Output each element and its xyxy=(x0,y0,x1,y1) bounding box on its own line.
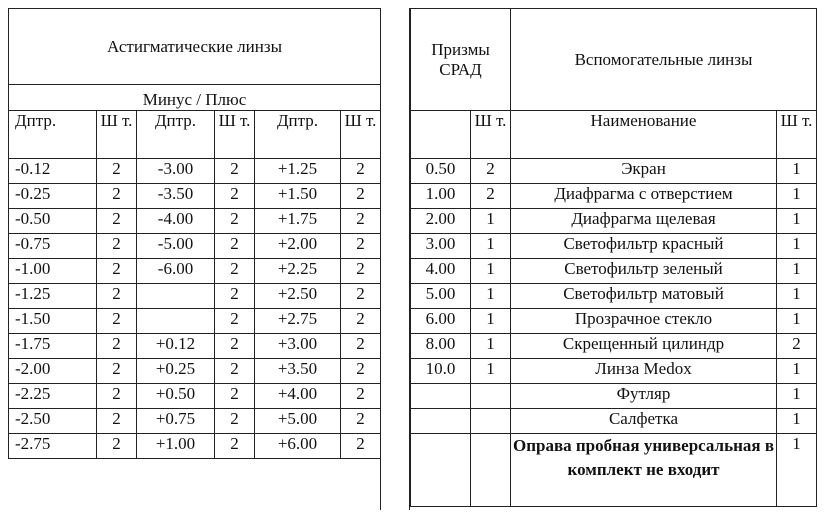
empty-cell xyxy=(411,434,471,507)
header-dptr: Дптр. xyxy=(9,111,97,159)
header-sht: Ш т. xyxy=(341,111,381,159)
prism-qty-cell xyxy=(471,409,511,434)
astigmatic-lenses-table xyxy=(8,8,381,459)
prism-qty-cell: 1 xyxy=(471,359,511,384)
qty-cell: 2 xyxy=(341,159,381,184)
header-dptr: Дптр. xyxy=(255,111,341,159)
dptr-cell: -3.00 xyxy=(137,159,215,184)
header-dptr: Дптр. xyxy=(137,111,215,159)
item-qty-cell: 1 xyxy=(777,309,817,334)
qty-cell: 2 xyxy=(215,334,255,359)
qty-cell: 2 xyxy=(341,359,381,384)
table-row xyxy=(9,384,381,409)
table-row xyxy=(411,334,817,359)
table-row xyxy=(411,409,817,434)
qty-cell: 2 xyxy=(215,159,255,184)
qty-cell: 2 xyxy=(341,284,381,309)
qty-cell: 2 xyxy=(341,409,381,434)
prism-qty-cell: 1 xyxy=(471,259,511,284)
qty-cell: 2 xyxy=(215,234,255,259)
dptr-cell xyxy=(137,284,215,309)
table-row xyxy=(9,359,381,384)
table-row xyxy=(9,159,381,184)
prism-value-cell: 4.00 xyxy=(411,259,471,284)
qty-cell: 2 xyxy=(97,209,137,234)
item-name-cell: Экран xyxy=(511,159,777,184)
table-row xyxy=(411,234,817,259)
prism-value-cell: 5.00 xyxy=(411,284,471,309)
prism-value-cell: 2.00 xyxy=(411,209,471,234)
prisms-aux-table xyxy=(410,8,817,507)
item-name-cell: Скрещенный цилиндр xyxy=(511,334,777,359)
dptr-cell: -4.00 xyxy=(137,209,215,234)
dptr-cell: +2.25 xyxy=(255,259,341,284)
qty-cell: 2 xyxy=(97,284,137,309)
qty-cell: 2 xyxy=(215,184,255,209)
qty-cell: 2 xyxy=(215,409,255,434)
frame-note: Оправа пробная универсальная в комплект не входит xyxy=(511,434,777,507)
dptr-cell: +0.75 xyxy=(137,409,215,434)
qty-cell: 2 xyxy=(97,259,137,284)
table-row xyxy=(9,184,381,209)
item-name-cell: Футляр xyxy=(511,384,777,409)
dptr-cell: -6.00 xyxy=(137,259,215,284)
header-sht: Ш т. xyxy=(97,111,137,159)
item-name-cell: Светофильтр красный xyxy=(511,234,777,259)
item-qty-cell: 2 xyxy=(777,334,817,359)
dptr-cell: +0.12 xyxy=(137,334,215,359)
table-row xyxy=(9,409,381,434)
qty-cell: 2 xyxy=(215,209,255,234)
dptr-cell: +3.50 xyxy=(255,359,341,384)
dptr-cell: +1.50 xyxy=(255,184,341,209)
item-name-cell: Диафрагма с отверстием xyxy=(511,184,777,209)
table-row xyxy=(9,434,381,459)
dptr-cell: -2.75 xyxy=(9,434,97,459)
qty-cell: 2 xyxy=(97,384,137,409)
qty-cell: 2 xyxy=(341,384,381,409)
dptr-cell: +1.00 xyxy=(137,434,215,459)
qty-cell: 2 xyxy=(97,334,137,359)
dptr-cell: +3.00 xyxy=(255,334,341,359)
item-name-cell: Салфетка xyxy=(511,409,777,434)
minus-plus-subtitle: Минус / Плюс xyxy=(9,85,381,111)
prism-qty-cell: 1 xyxy=(471,309,511,334)
qty-cell: 2 xyxy=(215,384,255,409)
dptr-cell: +5.00 xyxy=(255,409,341,434)
qty-cell: 2 xyxy=(97,159,137,184)
qty-cell: 2 xyxy=(97,234,137,259)
table-row xyxy=(411,259,817,284)
header-sht: Ш т. xyxy=(471,111,511,159)
qty-cell: 2 xyxy=(341,334,381,359)
item-qty-cell: 1 xyxy=(777,384,817,409)
qty-cell: 2 xyxy=(341,234,381,259)
qty-cell: 2 xyxy=(341,209,381,234)
prism-qty-cell: 2 xyxy=(471,184,511,209)
dptr-cell: +0.50 xyxy=(137,384,215,409)
qty-cell: 2 xyxy=(215,309,255,334)
prism-value-cell: 8.00 xyxy=(411,334,471,359)
qty-cell: 2 xyxy=(97,409,137,434)
dptr-cell: +6.00 xyxy=(255,434,341,459)
frame-qty: 1 xyxy=(777,434,817,507)
astigmatic-title: Астигматические линзы xyxy=(9,9,381,85)
qty-cell: 2 xyxy=(215,284,255,309)
dptr-cell: -3.50 xyxy=(137,184,215,209)
table-row xyxy=(411,284,817,309)
prism-qty-cell: 1 xyxy=(471,334,511,359)
item-name-cell: Светофильтр зеленый xyxy=(511,259,777,284)
dptr-cell: -2.50 xyxy=(9,409,97,434)
item-qty-cell: 1 xyxy=(777,209,817,234)
qty-cell: 2 xyxy=(97,434,137,459)
item-qty-cell: 1 xyxy=(777,184,817,209)
prism-value-cell: 6.00 xyxy=(411,309,471,334)
table-row xyxy=(9,209,381,234)
dptr-cell: -0.25 xyxy=(9,184,97,209)
dptr-cell: -1.25 xyxy=(9,284,97,309)
header-empty xyxy=(411,111,471,159)
header-sht: Ш т. xyxy=(777,111,817,159)
qty-cell: 2 xyxy=(341,184,381,209)
dptr-cell: -0.50 xyxy=(9,209,97,234)
item-qty-cell: 1 xyxy=(777,259,817,284)
prism-value-cell: 1.00 xyxy=(411,184,471,209)
empty-cell xyxy=(471,434,511,507)
dptr-cell: +1.75 xyxy=(255,209,341,234)
item-qty-cell: 1 xyxy=(777,159,817,184)
qty-cell: 2 xyxy=(341,259,381,284)
prism-qty-cell: 1 xyxy=(471,234,511,259)
table-row xyxy=(411,359,817,384)
qty-cell: 2 xyxy=(97,309,137,334)
item-qty-cell: 1 xyxy=(777,359,817,384)
table-row xyxy=(411,384,817,409)
prism-qty-cell: 2 xyxy=(471,159,511,184)
dptr-cell: -1.00 xyxy=(9,259,97,284)
table-gap xyxy=(380,8,410,510)
table-row xyxy=(411,159,817,184)
header-name: Наименование xyxy=(511,111,777,159)
qty-cell: 2 xyxy=(215,434,255,459)
prisms-title: Призмы СРАД xyxy=(411,9,511,111)
table-row xyxy=(9,309,381,334)
header-sht: Ш т. xyxy=(215,111,255,159)
prism-qty-cell: 1 xyxy=(471,284,511,309)
dptr-cell: -5.00 xyxy=(137,234,215,259)
item-name-cell: Диафрагма щелевая xyxy=(511,209,777,234)
table-row xyxy=(411,309,817,334)
item-qty-cell: 1 xyxy=(777,234,817,259)
aux-lenses-title: Вспомогательные линзы xyxy=(511,9,817,111)
item-name-cell: Линза Medox xyxy=(511,359,777,384)
item-qty-cell: 1 xyxy=(777,284,817,309)
table-row xyxy=(411,209,817,234)
item-name-cell: Светофильтр матовый xyxy=(511,284,777,309)
dptr-cell: +1.25 xyxy=(255,159,341,184)
prism-value-cell: 0.50 xyxy=(411,159,471,184)
dptr-cell: -2.00 xyxy=(9,359,97,384)
qty-cell: 2 xyxy=(215,259,255,284)
qty-cell: 2 xyxy=(215,359,255,384)
table-row xyxy=(9,334,381,359)
dptr-cell xyxy=(137,309,215,334)
dptr-cell: -2.25 xyxy=(9,384,97,409)
prism-value-cell xyxy=(411,384,471,409)
dptr-cell: -0.12 xyxy=(9,159,97,184)
table-row xyxy=(9,284,381,309)
dptr-cell: -1.50 xyxy=(9,309,97,334)
qty-cell: 2 xyxy=(341,434,381,459)
table-row xyxy=(411,184,817,209)
dptr-cell: +4.00 xyxy=(255,384,341,409)
dptr-cell: +2.50 xyxy=(255,284,341,309)
prism-qty-cell: 1 xyxy=(471,209,511,234)
qty-cell: 2 xyxy=(341,309,381,334)
prism-value-cell xyxy=(411,409,471,434)
dptr-cell: +2.75 xyxy=(255,309,341,334)
prism-value-cell: 3.00 xyxy=(411,234,471,259)
dptr-cell: +2.00 xyxy=(255,234,341,259)
prism-qty-cell xyxy=(471,384,511,409)
table-row xyxy=(9,234,381,259)
prism-value-cell: 10.0 xyxy=(411,359,471,384)
item-qty-cell: 1 xyxy=(777,409,817,434)
dptr-cell: -1.75 xyxy=(9,334,97,359)
table-row xyxy=(9,259,381,284)
dptr-cell: +0.25 xyxy=(137,359,215,384)
qty-cell: 2 xyxy=(97,184,137,209)
qty-cell: 2 xyxy=(97,359,137,384)
item-name-cell: Прозрачное стекло xyxy=(511,309,777,334)
dptr-cell: -0.75 xyxy=(9,234,97,259)
